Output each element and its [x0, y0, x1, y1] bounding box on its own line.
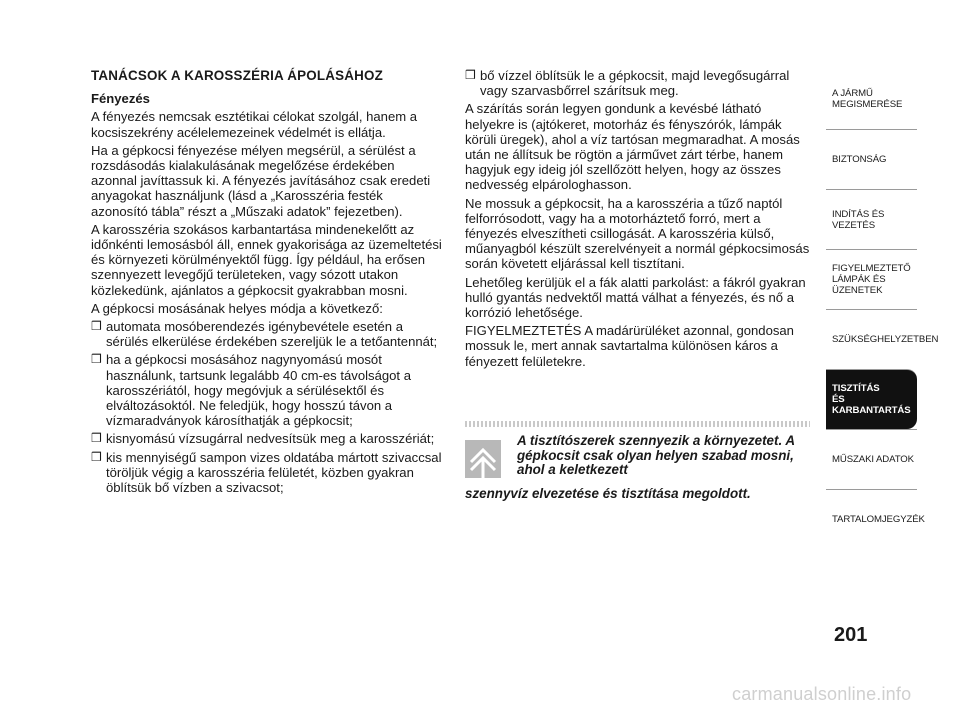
checkbox-bullet-icon: ❒	[91, 431, 102, 446]
road-chevron-icon	[465, 440, 501, 478]
tab-szukseghelyzetben[interactable]: SZÜKSÉGHELYZETBEN	[826, 309, 917, 369]
checkbox-bullet-icon: ❒	[91, 352, 102, 367]
chapter-sidebar	[826, 69, 939, 549]
tab-a-jarmu-megismerese[interactable]: A JÁRMŰ MEGISMERÉSE	[832, 88, 903, 110]
watermark: carmanualsonline.info	[732, 684, 912, 704]
tab-tartalomjegyzek[interactable]: TARTALOMJEGYZÉK	[826, 489, 917, 549]
paragraph: A gépkocsi mosásának helyes módja a következő:	[91, 300, 383, 316]
checkbox-bullet-icon: ❒	[91, 319, 102, 334]
environment-note	[465, 432, 810, 502]
paragraph: Lehetőleg kerüljük el a fák alatti parkolást: a fákról gyakran hulló gyantás nedvektől mattá válhat a fényezés, és nő a korrózió lehetősége.	[465, 274, 806, 321]
left-column	[91, 68, 443, 498]
warning-paragraph	[465, 323, 810, 369]
paragraph: A szárítás során legyen gondunk a kevésbé látható helyekre is (ajtókeret, motorház és fényszórók, lámpák körüli üregek), ahol a víz tartósan megmaradhat. A mosás után ne állítsuk be rögtön a járművet zárt térbe, hanem hagyjuk egy ideig jól szellőzött helyen, hogy az összes nedvesség elpárologhasson.	[465, 101, 800, 193]
tab-biztonsag[interactable]: BIZTONSÁG	[826, 129, 917, 189]
bullet-item: ❒ kis mennyiségű sampon vizes oldatába mártott szivaccsal töröljük végig a karosszéria felületét, közben gyakran öblítsük bő vízben a szivacsot;	[91, 449, 442, 496]
checkbox-bullet-icon: ❒	[91, 449, 102, 464]
page-number: 201	[834, 624, 868, 646]
paragraph: A karosszéria szokásos karbantartása mindenekelőtt az időnkénti lemosásból áll, ennek gyakorisága az üzemeltetési és környezeti körülményektől függ. Így például, ha erősen szennyezett levegőjű területeken, vagy sózott utakon közlekedünk, ajánlatos a gépkocsit gyakrabban mosni.	[91, 221, 442, 298]
bullet-item: ❒ bő vízzel öblítsük le a gépkocsit, majd levegősugárral vagy szarvasbőrrel szárítsuk meg.	[465, 68, 790, 99]
tab-figyelmezteto-lampak[interactable]: FIGYELMEZTETŐ LÁMPÁK ÉS ÜZENETEK	[826, 249, 917, 309]
bullet-item: ❒ ha a gépkocsi mosásához nagynyomású mosót használunk, tartsunk legalább 40 cm-es távolságot a karosszériától, hogy megóvjuk a sérülésektől és elváltozásoktól. Ne feledjük, hogy hosszú távon a vízmaradványok károsíthatják a gépkocsit;	[91, 352, 411, 429]
subsection-title: Fényezés	[91, 91, 150, 107]
paragraph: Ha a gépkocsi fényezése mélyen megsérül, a sérülést a rozsdásodás kialakulásának megelőzése érdekében azonnal javíttassuk ki. A fényezés javításához csak eredeti anyagokat használjunk (lásd a „Karosszéria festék azonosító tábla” részt a „Műszaki adatok” fejezetben).	[91, 142, 431, 219]
checkbox-bullet-icon: ❒	[465, 68, 476, 82]
paragraph: Ne mossuk a gépkocsit, ha a karosszéria a tűző naptól felforrósodott, vagy ha a motorháztető forró, mert a fényezés elveszítheti csillogását. A karosszéria külső, műanyagból készült szerelvényeit a normál gépkocsimosás során követett eljárással kell tisztítani.	[465, 195, 810, 272]
bullet-item: ❒ kisnyomású vízsugárral nedvesítsük meg a karosszériát;	[91, 431, 435, 447]
warning-label: FIGYELMEZTETÉS	[465, 323, 582, 339]
note-divider	[465, 421, 810, 427]
section-title: TANÁCSOK A KAROSSZÉRIA ÁPOLÁSÁHOZ	[91, 68, 384, 83]
right-column	[465, 68, 810, 372]
bullet-item: ❒ automata mosóberendezés igénybevétele esetén a sérülés elkerülése érdekében szereljük le a tetőantennát;	[91, 319, 438, 350]
paragraph: A fényezés nemcsak esztétikai célokat szolgál, hanem a kocsiszekrény acélelemezeinek védelmét is ellátja.	[91, 109, 418, 140]
note-text: A tisztítószerek szennyezik a környezetet. A gépkocsit csak olyan helyen szabad mosni, ahol a keletkezett	[517, 433, 795, 478]
tab-tisztitas-es-karbantartas[interactable]: TISZTÍTÁS ÉS KARBANTARTÁS	[826, 369, 917, 429]
tab-muszaki-adatok[interactable]: MŰSZAKI ADATOK	[826, 429, 917, 489]
note-text-last-line: szennyvíz elvezetése és tisztítása megoldott.	[465, 486, 751, 501]
tab-inditas-es-vezetes[interactable]: INDÍTÁS ÉS VEZETÉS	[826, 189, 917, 249]
warning-text: A madárürüléket azonnal, gondosan mossuk le, mert annak savtartalma különösen káros a fényezett felületekre.	[465, 323, 794, 369]
